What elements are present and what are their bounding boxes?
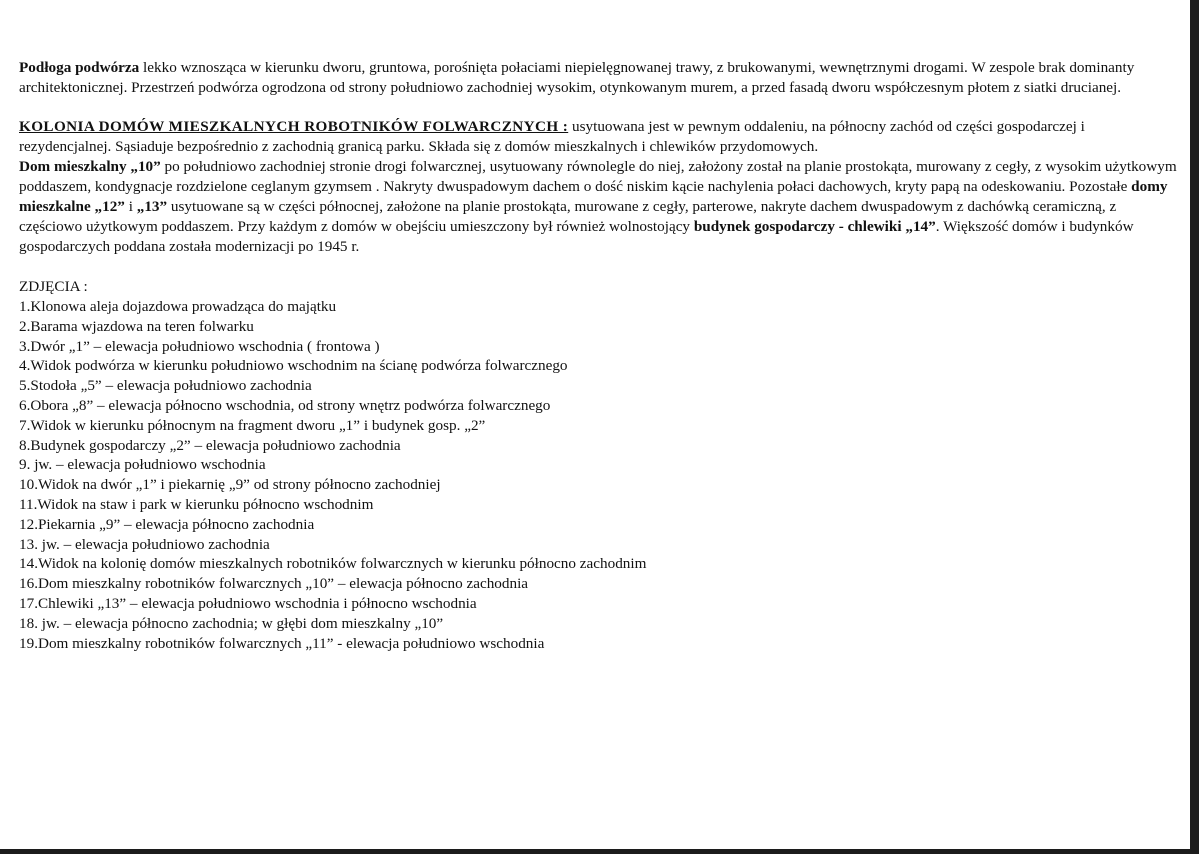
dom10-label: Dom mieszkalny „10” xyxy=(19,158,161,175)
photo-list-item: 11.Widok na staw i park w kierunku północno wschodnim xyxy=(19,495,374,513)
scan-edge-bottom xyxy=(0,849,1199,854)
paragraph-colony xyxy=(19,117,1179,257)
photos-section xyxy=(19,277,1179,653)
dom10-text: po południowo zachodniej stronie drogi folwarcznej, usytuowany równolegle do niej, założony został na planie prostokąta, murowany z cegły, z wysokim użytkowym poddaszem, kondygnacje rozdzielone ceglanym gzymsem . Nakryty dwuspadowym dachem o dość niskim kącie nachylenia połaci dachowych, kryty papą na odeskowaniu. Pozostałe xyxy=(19,158,1177,195)
photo-list-item: 16.Dom mieszkalny robotników folwarcznych „10” – elewacja północno zachodnia xyxy=(19,575,529,593)
photos-list xyxy=(19,297,1179,653)
domy-text: usytuowane są w części północnej, założone na planie prostokąta, murowane z cegły, parterowe, nakryte dachem dwuspadowym z dachówką ceramiczną, z częściowo użytkowym poddaszem. Przy każdym z domów w obejściu umieszczony był również wolnostojący xyxy=(19,198,1117,235)
photo-list-item: 3.Dwór „1” – elewacja południowo wschodnia ( frontowa ) xyxy=(19,337,380,355)
photo-list-item: 14.Widok na kolonię domów mieszkalnych robotników folwarcznych w kierunku północno zachodnim xyxy=(19,555,647,573)
photo-list-item: 1.Klonowa aleja dojazdowa prowadząca do majątku xyxy=(19,298,337,315)
budynek-label: budynek gospodarczy - chlewiki „14” xyxy=(693,218,936,235)
photo-list-item: 7.Widok w kierunku północnym na fragment dworu „1” i budynek gosp. „2” xyxy=(19,416,486,434)
photo-list-item: 9. jw. – elewacja południowo wschodnia xyxy=(19,456,266,474)
photo-list-item: 6.Obora „8” – elewacja północno wschodnia, od strony wnętrz podwórza folwarcznego xyxy=(19,396,551,414)
domy13-label: „13” xyxy=(136,198,168,215)
domy12-label: domy mieszkalne „12” xyxy=(19,178,1168,215)
document-content xyxy=(19,58,1179,653)
photo-list-item: 8.Budynek gospodarczy „2” – elewacja południowo zachodnia xyxy=(19,436,401,454)
colony-heading: KOLONIA DOMÓW MIESZKALNYCH ROBOTNIKÓW FOLWARCZNYCH : xyxy=(19,118,569,135)
photo-list-item: 12.Piekarnia „9” – elewacja północno zachodnia xyxy=(19,515,315,533)
photo-list-item: 5.Stodoła „5” – elewacja południowo zachodnia xyxy=(19,377,312,395)
photo-list-item: 13. jw. – elewacja południowo zachodnia xyxy=(19,535,270,553)
courtyard-lead: Podłoga podwórza xyxy=(19,59,140,76)
domy-connector: i xyxy=(124,198,137,215)
closing-text: . Większość domów i budynków gospodarczych poddana została modernizacji po 1945 r. xyxy=(19,218,1134,255)
photo-list-item: 17.Chlewiki „13” – elewacja południowo wschodnia i północno wschodnia xyxy=(19,594,477,612)
photo-list-item: 10.Widok na dwór „1” i piekarnię „9” od strony północno zachodniej xyxy=(19,476,441,494)
courtyard-text: lekko wznosząca w kierunku dworu, gruntowa, porośnięta połaciami niepielęgnowanej trawy, z brukowanymi, wewnętrznymi drogami. W zespole brak dominanty architektonicznej. Przestrzeń podwórza ogrodzona od strony południowo zachodniej wysokim, otynkowanym murem, a przed fasadą dworu współczesnym płotem z siatki drucianej. xyxy=(19,59,1135,96)
colony-text: usytuowana jest w pewnym oddaleniu, na północny zachód od części gospodarczej i rezydencjalnej. Sąsiaduje bezpośrednio z zachodnią granicą parku. Składa się z domów mieszkalnych i chlewików przydomowych. xyxy=(19,118,1085,155)
scan-edge-right xyxy=(1190,0,1199,854)
photos-title: ZDJĘCIA : xyxy=(19,278,88,295)
paragraph-courtyard xyxy=(19,58,1179,98)
photo-list-item: 4.Widok podwórza w kierunku południowo wschodnim na ścianę podwórza folwarcznego xyxy=(19,357,568,375)
photo-list-item: 2.Barama wjazdowa na teren folwarku xyxy=(19,317,254,335)
photo-list-item: 19.Dom mieszkalny robotników folwarcznych „11” - elewacja południowo wschodnia xyxy=(19,634,545,652)
photo-list-item: 18. jw. – elewacja północno zachodnia; w głębi dom mieszkalny „10” xyxy=(19,614,444,632)
